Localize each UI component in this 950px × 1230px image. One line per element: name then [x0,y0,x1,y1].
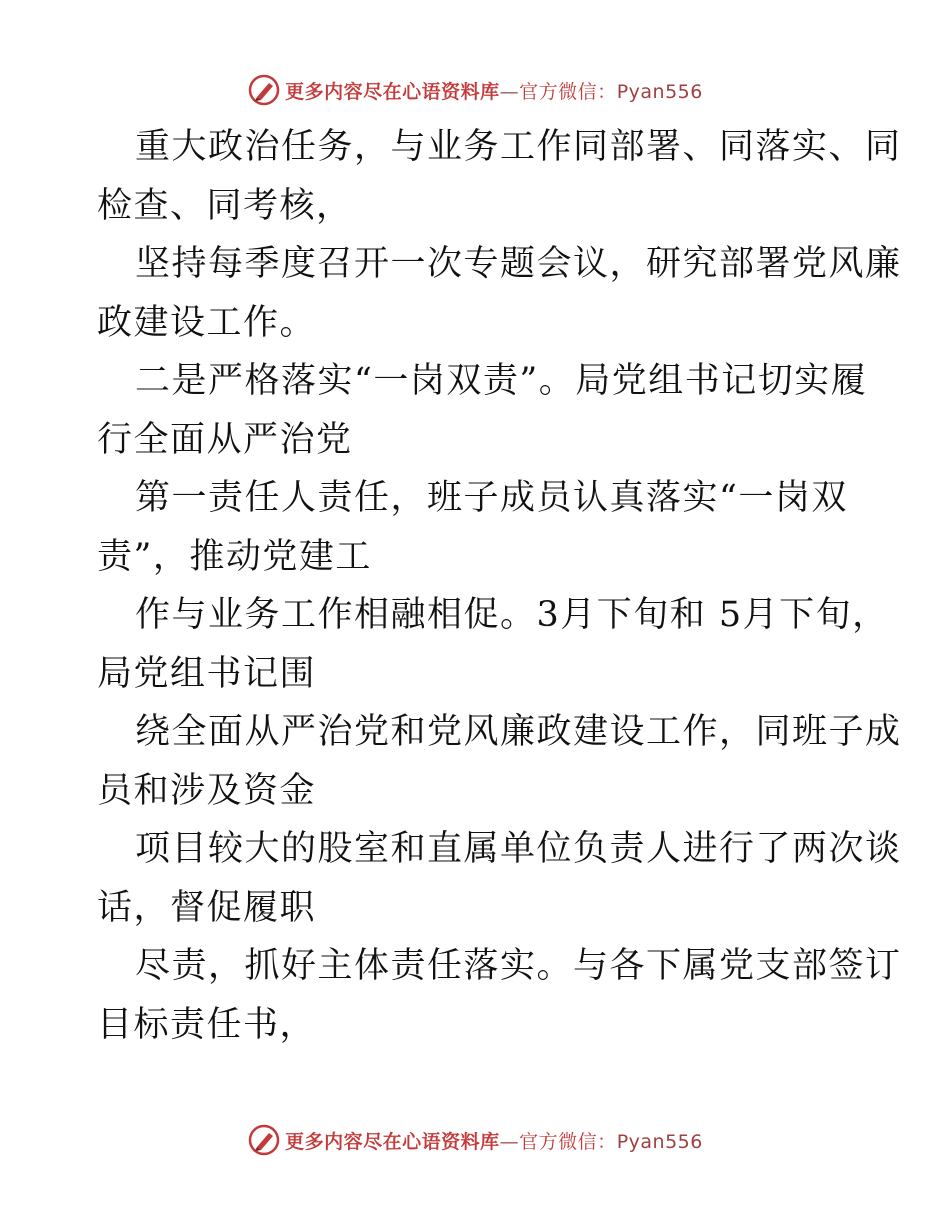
paragraph-line: 目标责任书， [97,1004,317,1045]
document-body [97,118,902,1054]
paragraph-line: 项目较大的股室和直属单位负责人进行了两次谈 [135,829,902,869]
watermark-wechat-id: Pyan556 [616,80,703,103]
watermark-brand: 更多内容尽在心语资料库 [285,80,500,103]
paragraph-line: 局党组书记围 [97,653,317,694]
paragraph-line: 作与业务工作相融相促。3月下旬和 5月下旬， [135,595,889,635]
paragraph-line: 二是严格落实“一岗双责”。局党组书记切实履 [135,361,868,401]
paragraph [97,586,889,703]
paragraph-line: 话，督促履职 [97,887,317,928]
pen-nib-logo-icon [247,73,281,107]
footer-watermark [0,1120,950,1160]
paragraph-line: 坚持每季度召开一次专题会议，研究部署党风廉 [135,244,902,284]
paragraph-line: 责”，推动党建工 [97,536,372,577]
paragraph-line: 政建设工作。 [97,302,317,343]
watermark-wechat-label: 官方微信： [519,80,617,103]
paragraph [97,937,902,1054]
paragraph [97,820,902,937]
paragraph [97,352,868,469]
paragraph [97,703,902,820]
paragraph-line: 行全面从严治党 [97,419,353,460]
watermark-wechat-label: 官方微信： [519,1130,617,1153]
paragraph [97,469,857,586]
watermark-brand: 更多内容尽在心语资料库 [285,1130,500,1153]
paragraph-line: 第一责任人责任，班子成员认真落实“一岗双 [135,478,848,518]
header-watermark [0,70,950,110]
paragraph-line: 绕全面从严治党和党风廉政建设工作，同班子成 [135,712,902,752]
paragraph-line: 尽责，抓好主体责任落实。与各下属党支部签订 [135,946,902,986]
paragraph-line: 员和涉及资金 [97,770,317,811]
watermark-separator: — [499,80,520,103]
paragraph-line: 重大政治任务，与业务工作同部署、同落实、同 [135,127,902,167]
watermark-separator: — [499,1130,520,1153]
paragraph [97,118,902,235]
watermark-text [285,77,703,104]
pen-nib-logo-icon [247,1123,281,1157]
watermark-text [285,1127,703,1154]
watermark-wechat-id: Pyan556 [616,1130,703,1153]
paragraph-line: 检查、同考核， [97,185,353,226]
paragraph [97,235,902,352]
